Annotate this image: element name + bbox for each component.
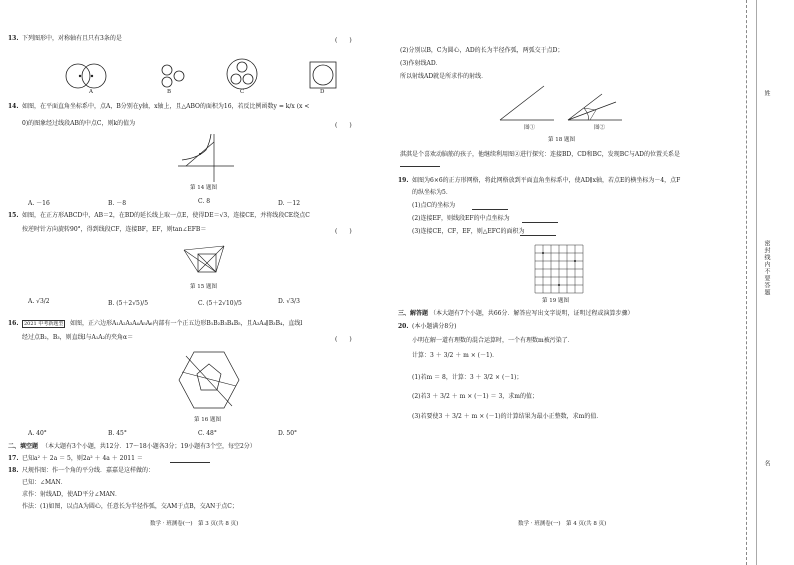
- q16-figure: [176, 346, 246, 414]
- q18-line4: 作法：(1)如图，以点A为圆心，任意长为半径作弧，交AM于点B，交AN于点C；: [22, 503, 238, 510]
- left-footer: 数学 · 班测卷(一) 第 3 页(共 8 页): [150, 521, 239, 527]
- q19-sub3: (3)连接CE，CF，EF，则△EFC的面积为: [412, 228, 525, 235]
- q16-caption: 第 16 题图: [194, 417, 221, 423]
- q15-option-b: B. (5＋2√5)/5: [108, 300, 149, 307]
- right-page: [372, 0, 732, 565]
- q13-label-b: B: [167, 89, 172, 95]
- q13-answer-paren: ( ): [335, 37, 352, 44]
- q20-part2: (2)若3 ＋ 3/2 ＋ m × (－1) ＝ 3，求m的值；: [412, 393, 538, 400]
- q17-text: 已知a² ＋ 2a ＝ 5，则2a² ＋ 4a ＋ 2011 ＝: [22, 455, 143, 462]
- q13-figure-d: [310, 62, 336, 88]
- binding-strip: [736, 0, 794, 565]
- q16-line1: 如图，正六边形A₁A₂A₃A₄A₅A₆内部有一个正五边形B₁B₂B₃B₄B₅，且A₃A₄∥B₃B₄，直线l: [70, 320, 303, 327]
- q18-cont-line4: 淇淇是个喜欢动脑筋的孩子，他继续利用图②进行探究：连接BD，CD和BC，发现BC与AD的位置关系是: [400, 151, 680, 158]
- q16-option-b: B. 45°: [108, 430, 127, 437]
- q20-part1: (1)若m ＝ 8，计算：3 ＋ 3/2 × (－1)；: [412, 374, 523, 381]
- q18-line1: 尺规作图：作一个角的平分线．嘉嘉是这样做的：: [22, 467, 155, 474]
- q14-option-d: D. －12: [278, 200, 301, 207]
- q16-option-a: A. 40°: [28, 430, 47, 437]
- q15-answer-paren: ( ): [335, 228, 352, 235]
- q13-text: 下列图形中，对称轴有且只有3条的是: [22, 35, 122, 42]
- q13-figures: [60, 58, 350, 98]
- q19-line2: 的纵坐标为5．: [412, 189, 452, 196]
- q15-caption: 第 15 题图: [190, 284, 217, 290]
- q16-answer-paren: ( ): [335, 336, 352, 343]
- q18-caption: 第 18 题图: [548, 137, 575, 143]
- q14-caption: 第 14 题图: [190, 185, 217, 191]
- q13-number: 13.: [8, 35, 19, 42]
- q19-caption: 第 19 题图: [542, 298, 569, 304]
- q14-line1: 如图，在平面直角坐标系中，点A，B分别在y轴，x轴上，且△ABO的面积为16，若反比例函数y = k/x (x <: [22, 103, 310, 110]
- q18-fig2-label: 图②: [594, 125, 606, 131]
- q19-sub2: (2)连接EF，则线段EF的中点坐标为: [412, 215, 510, 222]
- q16-option-d: D. 50°: [278, 430, 298, 437]
- q15-option-d: D. √3/3: [278, 298, 300, 305]
- q17-number: 17.: [8, 455, 19, 462]
- section3-note: （本大题有7个小题，共66分．解答应写出文字说明，证明过程或演算步骤）: [430, 310, 634, 317]
- q18-figure-2: [568, 94, 622, 120]
- q13-figure-b: [162, 65, 184, 87]
- q20-calc: 计算：3 ＋ 3/2 ＋ m × (－1)．: [412, 352, 499, 359]
- q15-number: 15.: [8, 212, 19, 219]
- q15-figure: [180, 242, 230, 282]
- q14-line2: 0)的图象经过线段AB的中点C，则k的值为: [22, 120, 136, 127]
- q19-blank-2[interactable]: [522, 222, 558, 223]
- left-page: [0, 0, 372, 565]
- section2-title: 二、填空题: [8, 443, 39, 450]
- q15-line2: 按逆时针方向旋转90°，得到线段CF，连接BF，EF，则tan∠EFB＝: [22, 226, 207, 233]
- q20-score: (本小题满分8分): [412, 323, 457, 330]
- q13-figure-c: [227, 59, 257, 89]
- q13-figure-a: [66, 64, 106, 88]
- q18-line2: 已知：∠MAN．: [22, 479, 67, 486]
- seal-line: [746, 0, 747, 565]
- q18-line3: 求作：射线AD，使AD平分∠MAN．: [22, 491, 122, 498]
- q13-label-d: D: [320, 89, 325, 95]
- q16-line2: 经过点B₂，B₃，则直线l与A₁A₂的夹角α＝: [22, 334, 134, 341]
- section3-title: 三、解答题: [398, 310, 429, 317]
- q14-number: 14.: [8, 103, 19, 110]
- q15-option-a: A. √3/2: [28, 298, 50, 305]
- field-name-1: 姓: [763, 90, 770, 97]
- q19-grid-figure: [532, 242, 586, 294]
- q19-line1: 如图为6×6的正方形网格，将此网格放到平面直角坐标系中，使AD∥x轴，若点E的横坐标为－4，点F: [412, 177, 681, 184]
- q15-line1: 如图，在正方形ABCD中，AB＝2，在BD的延长线上取一点E，使得DE＝√3，连接CE，并将线段CE绕点C: [22, 212, 310, 219]
- q18-figure-1: [500, 86, 554, 120]
- q13-label-a: A: [89, 89, 93, 95]
- q18-cont-line3: 所以射线AD就是所求作的射线．: [400, 73, 488, 80]
- right-footer: 数学 · 班测卷(一) 第 4 页(共 8 页): [518, 521, 607, 527]
- q18-blank[interactable]: [400, 166, 440, 167]
- q19-sub1: (1)点C的坐标为: [412, 202, 456, 209]
- q18-number: 18.: [8, 467, 19, 474]
- q14-option-c: C. 8: [198, 198, 211, 205]
- q19-blank-1[interactable]: [472, 209, 508, 210]
- q13-label-c: C: [240, 89, 245, 95]
- q18-cont-line2: (3)作射线AD．: [400, 60, 442, 67]
- q16-number: 16.: [8, 320, 19, 327]
- q20-number: 20.: [398, 323, 409, 330]
- fold-line: [756, 0, 757, 565]
- q20-part3: (3)若要使3 ＋ 3/2 ＋ m × (－1)的计算结果为最小正整数，求m的值．: [412, 413, 603, 420]
- q14-option-a: A. －16: [28, 200, 50, 207]
- section2-note: （本大题有3个小题，共12分．17～18小题各3分；19小题有3个空，每空2分）: [42, 443, 256, 450]
- q14-option-b: B. －8: [108, 200, 127, 207]
- q19-number: 19.: [398, 177, 409, 184]
- q18-figures: [492, 80, 632, 128]
- q14-figure: [176, 132, 236, 184]
- q18-fig1-label: 图①: [524, 125, 536, 131]
- q16-option-c: C. 48°: [198, 430, 217, 437]
- q19-blank-3[interactable]: [520, 235, 556, 236]
- q17-blank[interactable]: [170, 462, 210, 463]
- field-name-2: 名: [763, 460, 770, 467]
- q15-option-c: C. (5＋2√10)/5: [198, 300, 242, 307]
- q16-tag: 2021 中考新题型: [24, 321, 64, 327]
- q20-line1: 小明在解一道有理数的混合运算时，一个有理数m被污染了．: [412, 337, 574, 344]
- q14-answer-paren: ( ): [335, 122, 352, 129]
- seal-warning: 密封线内不要答题: [763, 240, 770, 296]
- q18-cont-line1: (2)分别以B，C为圆心，AD的长为半径作弧，两弧交于点D；: [400, 47, 564, 54]
